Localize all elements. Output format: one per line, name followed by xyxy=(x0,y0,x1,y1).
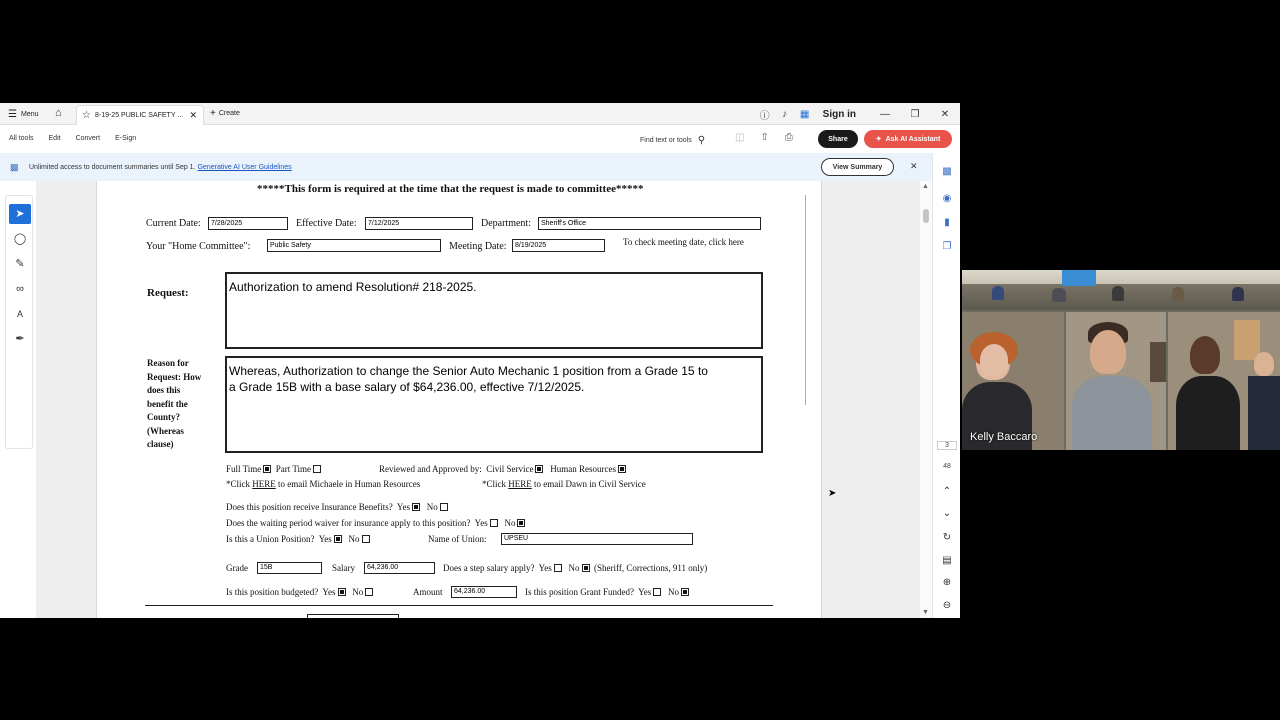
close-banner-icon[interactable]: ✕ xyxy=(910,161,918,171)
pdf-page xyxy=(96,181,822,618)
step-yes-checkbox[interactable] xyxy=(554,564,562,572)
bookmarks-icon[interactable]: ▮ xyxy=(944,217,950,228)
ai-label: Ask AI Assistant xyxy=(885,135,941,143)
ai-panel-icon[interactable]: ◉ xyxy=(942,193,952,204)
close-window-icon[interactable]: ✕ xyxy=(940,108,950,120)
apps-grid-icon[interactable]: ▦ xyxy=(799,108,810,120)
budgeted-yes-checkbox[interactable] xyxy=(338,588,346,596)
previous-page-icon[interactable]: ⌃ xyxy=(942,486,952,497)
sign-in-button[interactable]: Sign in xyxy=(822,108,856,120)
employment-type-row: Full Time Part Time xyxy=(226,464,321,474)
home-committee-field[interactable]: Public Safety xyxy=(267,239,441,252)
page-fit-icon[interactable]: ▤ xyxy=(942,555,952,566)
banner-text: Unlimited access to document summaries until Sep 1. Generative AI User Guidelines xyxy=(29,164,292,171)
union-row: Is this a Union Position? Yes No xyxy=(226,534,370,544)
page-total: 48 xyxy=(943,463,951,470)
reason-label: Reason for Request: How does this benefit the County? (Whereas clause) xyxy=(147,358,202,449)
document-viewport[interactable] xyxy=(36,181,920,618)
union-yes-checkbox[interactable] xyxy=(334,535,342,543)
save-icon[interactable]: ◫ xyxy=(735,132,745,143)
salary-label: Salary xyxy=(332,563,355,573)
pages-icon[interactable]: ❐ xyxy=(942,241,952,252)
union-name-field[interactable]: UPSEU xyxy=(501,533,693,545)
form-header: *****This form is required at the time that the request is made to committee***** xyxy=(257,183,644,195)
comments-panel-icon[interactable]: ▩ xyxy=(942,166,952,177)
summary-icon: ▩ xyxy=(10,162,19,172)
participant-cell-1 xyxy=(962,312,1064,450)
highlight-pen-icon[interactable]: ✎ xyxy=(15,258,25,270)
hamburger-icon: ☰ xyxy=(8,109,17,120)
page-current[interactable]: 3 xyxy=(937,441,957,450)
step-salary-row: Does a step salary apply? Yes No (Sheriff, Corrections, 911 only) xyxy=(443,563,708,573)
speaker-name-label: Kelly Baccaro xyxy=(970,431,1038,443)
next-page-icon[interactable]: ⌄ xyxy=(942,508,952,519)
tab-title: 8-19-25 PUBLIC SAFETY ... xyxy=(94,112,184,119)
scroll-thumb[interactable] xyxy=(923,209,929,223)
ai-sparkle-icon: ✦ xyxy=(875,136,882,143)
civil-service-checkbox[interactable] xyxy=(535,465,543,473)
participant-3 xyxy=(1190,336,1220,374)
help-icon[interactable]: ⓘ xyxy=(759,110,770,122)
waiver-yes-checkbox[interactable] xyxy=(490,519,498,527)
home-committee-label: Your "Home Committee": xyxy=(146,241,251,252)
close-tab-icon[interactable]: ✕ xyxy=(189,110,197,120)
insurance-row: Does this position receive Insurance Benefits? Yes No xyxy=(226,502,448,512)
select-cursor-icon[interactable]: ➤ xyxy=(9,204,31,224)
lasso-draw-icon[interactable]: ∞ xyxy=(16,283,24,295)
grade-label: Grade xyxy=(226,563,248,573)
menu-label: Menu xyxy=(20,111,39,118)
part-time-checkbox[interactable] xyxy=(313,465,321,473)
scroll-down-icon[interactable]: ▼ xyxy=(922,609,929,616)
next-row-field xyxy=(307,614,399,618)
document-tab[interactable] xyxy=(76,105,204,125)
title-bar xyxy=(0,103,960,125)
budgeted-no-checkbox[interactable] xyxy=(365,588,373,596)
union-name-label: Name of Union: xyxy=(428,534,487,544)
ai-guidelines-link[interactable]: Generative AI User Guidelines xyxy=(197,164,292,171)
waiver-no-checkbox[interactable] xyxy=(517,519,525,527)
scroll-up-icon[interactable]: ▲ xyxy=(922,183,929,190)
grade-field[interactable]: 15B xyxy=(257,562,322,574)
text-box-icon[interactable]: A xyxy=(16,309,23,319)
signature-pen-icon[interactable]: ✒ xyxy=(15,333,25,345)
insurance-yes-checkbox[interactable] xyxy=(412,503,420,511)
add-comment-icon[interactable]: ◯ xyxy=(13,233,27,245)
effective-date-label: Effective Date: xyxy=(296,218,357,229)
participant-2 xyxy=(1090,330,1126,374)
view-summary-button[interactable]: View Summary xyxy=(821,158,894,176)
grant-row: Is this position Grant Funded? Yes No xyxy=(525,587,689,597)
waiver-row: Does the waiting period waiver for insurance apply to this position? Yes No xyxy=(226,518,525,528)
reason-text-line-2: a Grade 15B with a base salary of $64,236.00, effective 7/12/2025. xyxy=(229,380,585,394)
main-toolbar xyxy=(0,125,960,153)
participant-cell-2 xyxy=(1066,312,1166,450)
video-conference-panel xyxy=(962,270,1280,450)
grant-no-checkbox[interactable] xyxy=(681,588,689,596)
minimize-icon[interactable]: — xyxy=(880,108,890,120)
share-button[interactable]: Share xyxy=(818,130,858,148)
right-side-panel xyxy=(932,153,960,618)
convert-menu[interactable]: Convert xyxy=(75,135,101,142)
step-no-checkbox[interactable] xyxy=(582,564,590,572)
ai-banner xyxy=(0,153,932,181)
union-no-checkbox[interactable] xyxy=(362,535,370,543)
email-cs-link[interactable]: *Click HERE to email Dawn in Civil Service xyxy=(482,479,646,489)
mouse-cursor-icon: ➤ xyxy=(828,488,837,499)
room-overview-camera xyxy=(962,270,1280,310)
request-field[interactable]: Authorization to amend Resolution# 218-2025. xyxy=(225,272,763,349)
department-label: Department: xyxy=(481,218,531,229)
vertical-scrollbar[interactable] xyxy=(920,181,932,618)
reviewed-row: Reviewed and Approved by: Civil Service Human Resources xyxy=(379,464,626,474)
plus-icon: + xyxy=(210,108,216,119)
amount-field[interactable]: 64,236.00 xyxy=(451,586,517,598)
menu-button[interactable] xyxy=(8,109,38,120)
star-icon[interactable]: ☆ xyxy=(82,110,91,121)
grant-yes-checkbox[interactable] xyxy=(653,588,661,596)
acrobat-window xyxy=(0,103,960,618)
budgeted-row: Is this position budgeted? Yes No xyxy=(226,587,373,597)
rotate-icon[interactable]: ↻ xyxy=(942,532,952,543)
reason-field[interactable] xyxy=(225,356,763,453)
left-tool-rail xyxy=(5,195,33,449)
reason-text-line-1: Whereas, Authorization to change the Senior Auto Mechanic 1 position from a Grade 15 to xyxy=(229,364,708,378)
search-icon: ⚲ xyxy=(697,135,706,146)
page-right-edge xyxy=(805,195,806,405)
esign-menu[interactable]: E-Sign xyxy=(115,135,137,142)
salary-field[interactable]: 64,236.00 xyxy=(364,562,435,574)
find-label: Find text or tools xyxy=(640,137,692,144)
upload-cloud-icon[interactable]: ⇧ xyxy=(760,132,769,143)
find-tools-search[interactable] xyxy=(640,135,705,146)
department-field[interactable]: Sheriff's Office xyxy=(538,217,761,230)
ask-ai-assistant-button[interactable] xyxy=(864,130,952,148)
section-divider xyxy=(145,605,773,606)
meeting-date-field[interactable]: 8/19/2025 xyxy=(512,239,605,252)
meeting-date-label: Meeting Date: xyxy=(449,241,507,252)
maximize-icon[interactable]: ❐ xyxy=(910,108,920,120)
effective-date-field[interactable]: 7/12/2025 xyxy=(365,217,473,230)
print-icon[interactable]: ⎙ xyxy=(784,132,793,143)
insurance-no-checkbox[interactable] xyxy=(440,503,448,511)
zoom-in-icon[interactable]: ⊕ xyxy=(942,577,952,588)
zoom-out-icon[interactable]: ⊖ xyxy=(942,600,952,611)
current-date-label: Current Date: xyxy=(146,218,201,229)
meeting-date-link[interactable]: To check meeting date, click here xyxy=(623,237,744,247)
amount-label: Amount xyxy=(413,587,443,597)
home-icon[interactable]: ⌂ xyxy=(55,107,62,119)
current-date-field[interactable]: 7/28/2025 xyxy=(208,217,288,230)
request-label: Request: xyxy=(147,287,189,299)
edit-menu[interactable]: Edit xyxy=(48,135,61,142)
human-resources-checkbox[interactable] xyxy=(618,465,626,473)
participant-cell-3 xyxy=(1168,312,1280,450)
create-button[interactable] xyxy=(210,108,240,119)
email-hr-link[interactable]: *Click HERE to email Michaele in Human Resources xyxy=(226,479,421,489)
create-label: Create xyxy=(218,110,240,117)
all-tools-menu[interactable]: All tools xyxy=(9,135,34,142)
notification-bell-icon[interactable]: ♪ xyxy=(782,108,788,120)
full-time-checkbox[interactable] xyxy=(263,465,271,473)
